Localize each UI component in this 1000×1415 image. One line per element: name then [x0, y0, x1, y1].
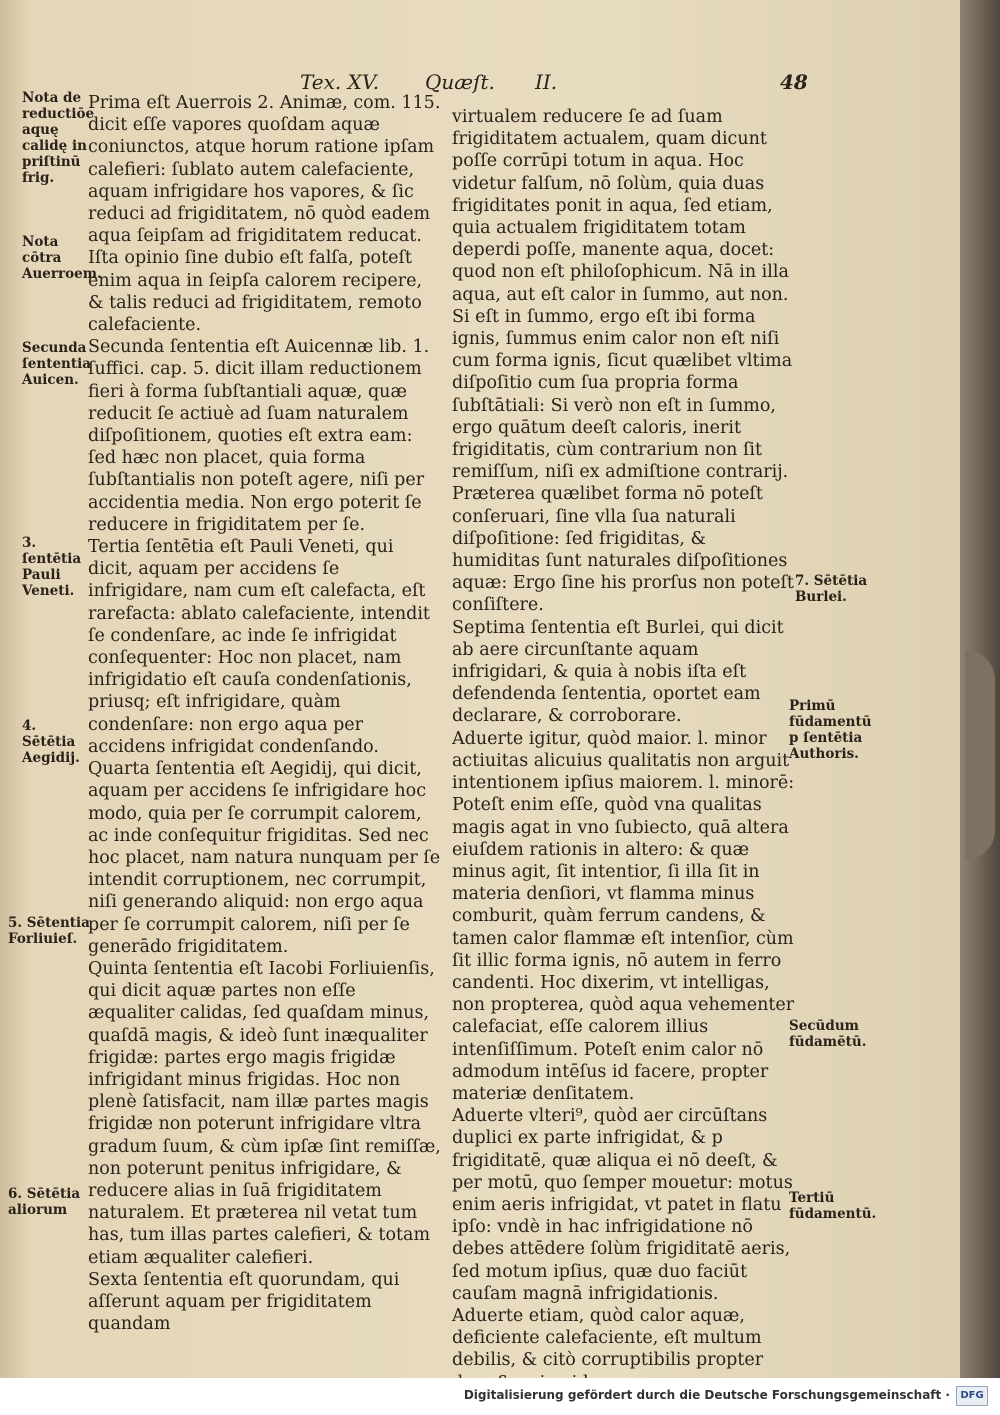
paragraph: Prima eſt Auerrois 2. Animæ, com. 115. dicit eſſe vapores quoſdam aquæ coniunctos, atque horum ratione ipſam calefieri: ſublato autem calefaciente, aquam infrigidare hos vapores, & ſic reduci ad frigiditatem, nō quòd eadem aqua ſeipſam ad frigiditatem reducat. [88, 93, 441, 247]
margin-note-left-5: 4. Sētētia Aegidij. [22, 718, 80, 766]
paragraph: Quinta ſententia eſt Iacobi Forliuienſis, qui dicit aquæ partes non eſſe æqualiter calidas, ſed quaſdam minus, quaſdā magis, & ideò ſunt inæqualiter frigidæ: partes ergo magis frigidæ infrigidant minus frigidas. Hoc non plenè ſatisfacit, nam illæ partes magis frigidæ non poterunt infrigidare vltra gradum ſuum, & cùm ipſæ ſint remiſſæ, non poterunt penitus infrigidare, & reducere alias in ſuā frigiditatem naturalem. Et præterea nil vetat tum has, tum illas partes calefieri, & totam etiam æqualiter calefieri. [88, 958, 441, 1268]
margin-note-left-7: 6. Sētētia aliorum [8, 1186, 81, 1218]
paragraph: Aduerte etiam, quòd calor aquæ, deficiente calefaciente, eſt multum debilis, & citò corruptibilis propter [452, 1305, 764, 1371]
margin-note-right-1: 7. Sētētia Burlei. [795, 573, 868, 605]
footer-credit: Digitalisierung gefördert durch die Deutsche Forschungsgemeinschaft · [463, 1388, 950, 1402]
footer-bar [0, 1378, 1000, 1415]
paragraph: Secunda ſententia eſt Auicennæ lib. 1. ſuffici. cap. 5. dicit illam reductionem fieri à forma ſubſtantiali aquæ, quæ reducit ſe actiuè ad ſuam naturalem diſpoſitionem, quoties eſt extra eam: ſed hæc non placet, quia forma ſubſtantialis non poteſt agere, niſi per accidentia media. Non ergo poterit ſe reducere in frigiditatem per ſe. [88, 337, 430, 535]
running-head-quaest: Quæſt. [425, 70, 495, 94]
paragraph: Aduerte vlteri⁹, quòd aer circūſtans duplici ex parte infrigidat, & p frigiditatē, quæ aliqua ei nō deeſt, & per motū, quo ſemper mouetur: motus enim aeris infrigidat, vt patet in flatu ipſo: vndè in hac infrigidatione nō debes attēdere ſolùm frigiditatē aeris, ſed motum ipſius, quæ duo faciūt cauſam magnā infrigidationis. [452, 1106, 793, 1304]
left-text-column [88, 92, 443, 1335]
margin-note-left-3: Secunda ſententia Auicen. [22, 340, 91, 388]
margin-note-left-4: 3. ſentētia Pauli Veneti. [22, 535, 82, 599]
paragraph: Quarta ſententia eſt Aegidij, qui dicit, aquam per accidens ſe infrigidare hoc modo, quia per ſe corrumpit calorem, ac inde conſequitur frigiditas. Sed nec hoc placet, nam natura nunquam per ſe intendit corruptionem, nec corrumpit, niſi generando aliquid: non ergo aqua per ſe corrumpit calorem, niſi per ſe generādo frigiditatem. [88, 759, 441, 957]
paragraph: virtualem reducere ſe ad ſuam frigiditatem actualem, quam dicunt poſſe corrūpi totum in aqua. Hoc videtur falſum, nō ſolùm, quia duas frigiditates ponit in aqua, ſed etiam, quia actualem frigiditatem totam deperdi poſſe, manente aqua, docet: quod non eſt philoſophicum. Nā in illa aqua, aut eſt calor in ſummo, aut non. Si eſt in ſummo, ergo eſt ibi forma ignis, ſummus enim calor non eſt niſi cum forma ignis, ſicut quælibet vltima diſpoſitio cum ſua propria forma ſubſtātiali: Si verò non eſt in ſummo, ergo quātum deeſt caloris, inerit frigiditatis, cùm contrarium non ſit remiſſum, niſi ex admiſtione contrarij. Præterea quælibet forma nō poteſt conſeruari, ſine vlla ſua naturali diſpoſitione: ſed frigiditas, & humiditas ſunt naturales diſpoſitiones aquæ: Ergo ſine his prorſus non poteſt conſiſtere. [452, 107, 794, 616]
running-head-number: II. [535, 70, 558, 94]
page-number: 48 [780, 70, 808, 94]
margin-note-left-1: Nota de reductiōe aquę calidę in priſtinū frig. [22, 90, 95, 186]
paragraph: Septima ſententia eſt Burlei, qui dicit ab aere circunſtante aquam infrigidari, & quia à nobis iſta eſt defendenda ſententia, oportet eam declarare, & corroborare. [452, 617, 784, 727]
margin-note-left-2: Nota cōtra Auerroem. [22, 234, 102, 282]
running-head-tex: Tex. XV. [300, 70, 380, 94]
page-edge-tab [965, 650, 995, 860]
margin-note-right-2: Primū fūdamentū p ſentētia Authoris. [789, 698, 872, 762]
margin-note-right-4: Tertiū fūdamentū. [789, 1190, 877, 1222]
dfg-logo: DFG [956, 1386, 988, 1406]
margin-note-left-6: 5. Sētentia Forliuieſ. [8, 915, 90, 947]
paragraph: Tertia ſentētia eſt Pauli Veneti, qui dicit, aquam per accidens ſe infrigidare, nam cum eſt calefacta, eſt rarefacta: ablato calefaciente, intendit ſe condenſare, ac inde ſe infrigidat conſequenter: Hoc non placet, nam infrigidatio eſt cauſa condenſationis, priusq; eſt infrigidare, quàm condenſare: non ergo aqua per accidens infrigidat condenſando. [88, 537, 430, 757]
right-text-column [452, 106, 797, 1394]
paragraph: Aduerte igitur, quòd maior. l. minor actiuitas alicuius qualitatis non arguit intentionem ipſius maiorem. l. minorē: Poteſt enim eſſe, quòd vna qualitas magis agat in vno ſubiecto, quā altera eiuſdem rationis in altero: & quæ minus agit, ſit intentior, ſi illa ſit in materia denſiori, vt flamma minus comburit, quàm ferrum candens, & tamen calor flammæ eſt intenſior, cùm ſit illic forma ignis, nō autem in ferro candenti. Hoc dixerim, vt intelligas, non propterea, quòd aqua vehementer calefaciat, eſſe calorem illius intenſiſſimum. Poteſt enim calor nō admodum intēſus id facere, propter materiæ denſitatem. [452, 728, 795, 1104]
paragraph: Sexta ſententia eſt quorundam, qui aſſerunt aquam per frigiditatem quandam [88, 1269, 400, 1335]
margin-note-right-3: Secūdum fūdamētū. [789, 1018, 867, 1050]
paragraph: Iſta opinio ſine dubio eſt falſa, poteſt enim aqua in ſeipſa calorem recipere, & talis reduci ad frigiditatem, remoto calefaciente. [88, 248, 423, 336]
